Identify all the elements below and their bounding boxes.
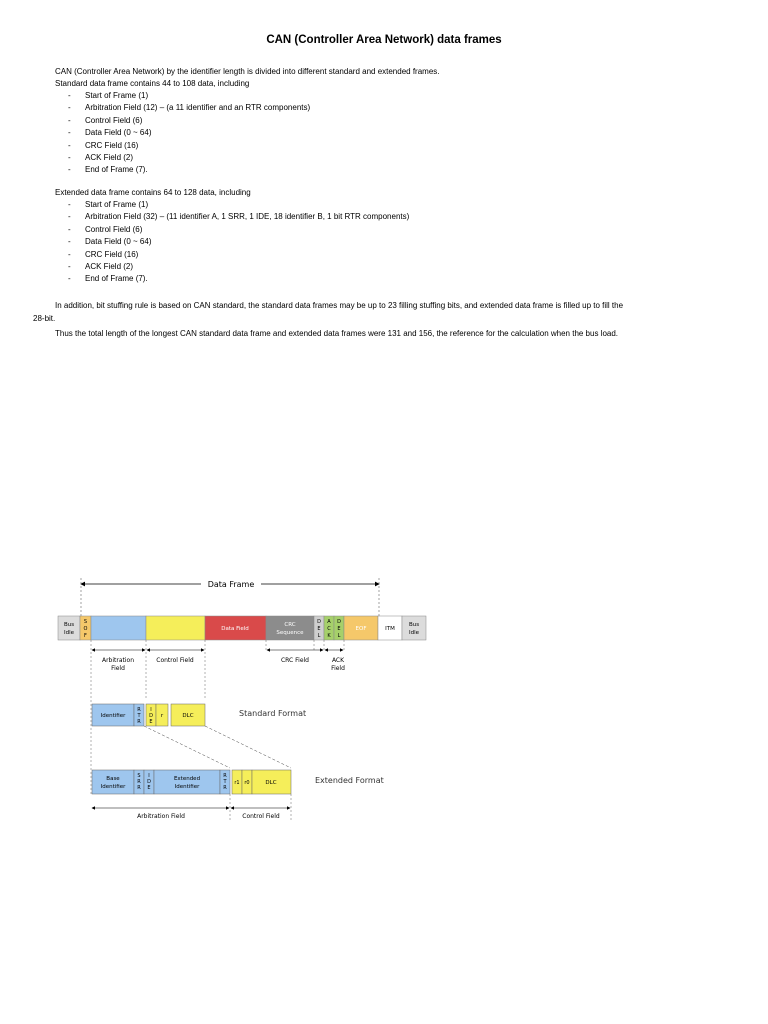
data-frame-label: Data Frame (207, 580, 255, 589)
extended-intro-line: Extended data frame contains 64 to 128 data, including (55, 188, 251, 197)
srr-letter: S (137, 773, 141, 779)
intro-text (55, 66, 440, 91)
list-dash: - (68, 237, 71, 247)
ide-letter: D (149, 713, 153, 719)
list-item: - Arbitration Field (32) – (11 identifier A, 1 SRR, 1 IDE, 18 identifier B, 1 bit RTR components) (55, 211, 409, 223)
bus-idle-left (58, 616, 80, 640)
rtr-letter: R (223, 773, 227, 779)
list-dash: - (68, 128, 71, 138)
list-dash: - (68, 200, 71, 209)
ide-letter: I (150, 707, 152, 713)
del-letter: L (317, 633, 321, 639)
list-item: - Control Field (6) (55, 224, 409, 236)
identifier-label: Identifier (100, 713, 126, 719)
expansion-lines (144, 726, 291, 768)
bus-idle-label: Idle (408, 630, 420, 636)
list-item: - Control Field (6) (55, 115, 310, 127)
intro-line: CAN (Controller Area Network) by the identifier length is divided into different standard and extended frames. (55, 67, 440, 76)
ack-field-label: ACK (331, 657, 345, 664)
list-dash: - (68, 262, 71, 272)
bus-idle-label: Bus (63, 622, 75, 628)
list-item: - Arbitration Field (12) – (a 11 identifier and an RTR components) (55, 102, 310, 114)
list-item: - Data Field (0 ~ 64) (55, 236, 409, 248)
page-title: CAN (Controller Area Network) data frames (266, 34, 502, 46)
arbitration-field-label: Arbitration (101, 657, 135, 664)
rtr-letter: T (223, 779, 227, 785)
crc-field-label: CRC Field (280, 657, 310, 664)
del-letter: E (337, 626, 341, 632)
sof-letter: F (84, 633, 87, 639)
extended-identifier-label: Extended (173, 776, 201, 782)
control-field-ext-label: Control Field (242, 813, 280, 820)
list-dash: - (68, 165, 71, 175)
ack-letter: A (327, 619, 331, 625)
list-dash: - (68, 224, 71, 234)
ack-field-label: Field (331, 665, 345, 672)
list-dash: - (68, 103, 71, 113)
data-field-label: Data Field (221, 626, 249, 632)
list-dash: - (68, 115, 71, 125)
total-length-paragraph: Thus the total length of the longest CAN standard data frame and extended data frames were 131 and 156, the reference for the calculation when the bus load. (55, 329, 619, 338)
ide-letter: I (148, 773, 150, 779)
del-letter: D (337, 619, 341, 625)
arbitration-field-ext-label: Arbitration Field (137, 813, 185, 820)
dlc-label: DLC (182, 713, 194, 719)
list-item: - ACK Field (2) (55, 152, 310, 164)
list-item: - Start of Frame (1) (55, 90, 310, 102)
ide-letter: E (149, 719, 153, 725)
dlc-label: DLC (265, 780, 277, 786)
list-item: - End of Frame (7). (55, 273, 409, 285)
list-dash: - (68, 212, 71, 222)
r0-label: r0 (244, 780, 250, 786)
crc-sequence-block (266, 616, 314, 640)
bit-stuffing-paragraph: In addition, bit stuffing rule is based on CAN standard, the standard data frames may be up to 23 filling stuffing bits, and extended data frame is filled up to fill the (55, 301, 624, 310)
standard-format-row (92, 704, 205, 726)
frame-row (58, 616, 426, 640)
list-item: - Data Field (0 ~ 64) (55, 127, 310, 139)
del-letter: E (317, 626, 321, 632)
ack-letter: C (327, 626, 331, 632)
bus-idle-right (402, 616, 426, 640)
r-label: r (160, 713, 164, 719)
list-item: - CRC Field (16) (55, 249, 409, 261)
standard-frame-list (55, 90, 310, 177)
list-dash: - (68, 249, 71, 259)
list-dash: - (68, 153, 71, 163)
extended-identifier-label: Identifier (174, 784, 200, 790)
del-letter: D (317, 619, 321, 625)
arbitration-field-label: Field (111, 665, 125, 672)
list-item: - ACK Field (2) (55, 261, 409, 273)
list-dash: - (68, 140, 71, 150)
rtr-letter: T (137, 713, 141, 719)
ide-letter: E (147, 785, 151, 791)
r1-label: r1 (234, 780, 240, 786)
list-dash: - (68, 274, 71, 284)
base-identifier-label: Base (106, 776, 120, 782)
extended-frame-list (55, 199, 409, 286)
bus-idle-label: Idle (63, 630, 75, 636)
itm-label: ITM (385, 626, 395, 632)
arbitration-field-block (91, 616, 146, 640)
list-item: - Start of Frame (1) (55, 199, 409, 211)
crc-sequence-label: Sequence (276, 630, 304, 636)
standard-intro-line: Standard data frame contains 44 to 108 data, including (55, 79, 250, 89)
control-field-block (146, 616, 205, 640)
base-identifier-block (92, 770, 134, 794)
control-field-label: Control Field (156, 657, 194, 664)
list-dash: - (68, 91, 71, 100)
base-identifier-label: Identifier (100, 784, 126, 790)
sof-letter: S (83, 619, 88, 625)
extended-identifier-block (154, 770, 220, 794)
ide-letter: D (147, 779, 151, 785)
list-item: - End of Frame (7). (55, 164, 310, 176)
del-letter: L (337, 633, 341, 639)
standard-format-label: Standard Format (239, 709, 307, 718)
rtr-letter: R (137, 707, 141, 713)
rtr-letter: R (223, 785, 227, 791)
rtr-letter: R (137, 719, 141, 725)
eof-label: EOF (355, 626, 367, 632)
bus-idle-label: Bus (408, 622, 420, 628)
ack-letter: K (327, 633, 331, 639)
srr-letter: R (137, 779, 141, 785)
can-frame-diagram (55, 570, 435, 830)
sof-letter: O (83, 626, 88, 632)
bit-stuffing-paragraph-cont: 28-bit. (33, 314, 56, 323)
crc-sequence-label: CRC (284, 622, 296, 628)
srr-letter: R (137, 785, 141, 791)
list-item: - CRC Field (16) (55, 140, 310, 152)
extended-format-label: Extended Format (315, 776, 384, 785)
extended-format-row (92, 770, 291, 794)
